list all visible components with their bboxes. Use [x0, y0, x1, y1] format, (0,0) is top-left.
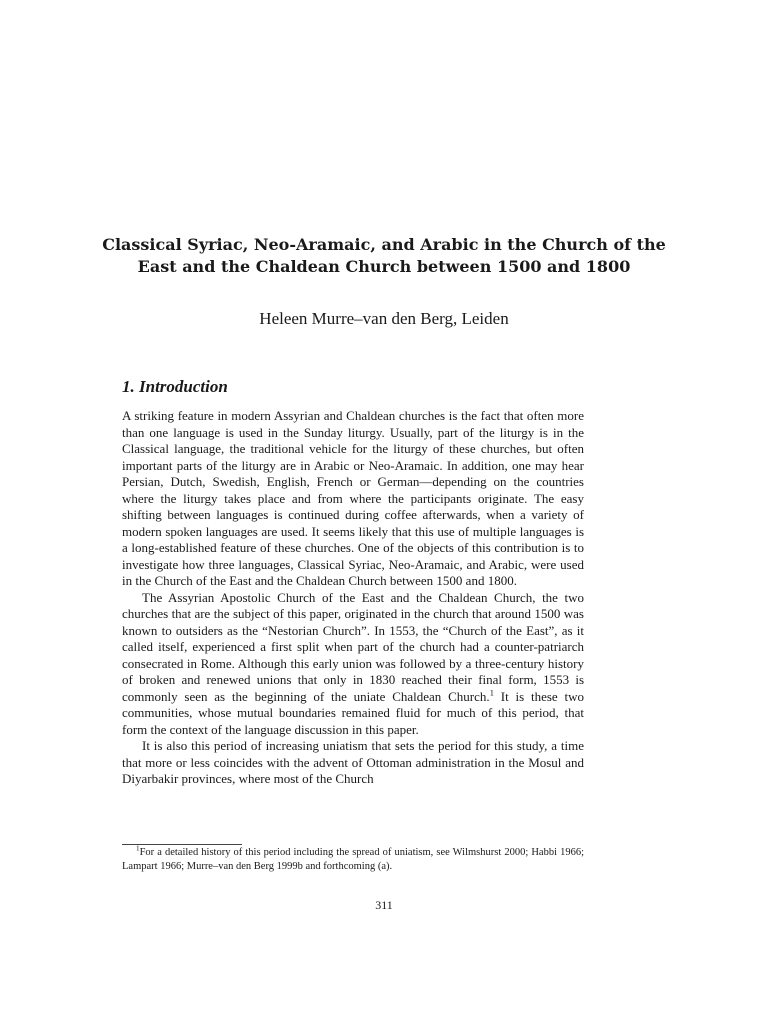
paragraph-2-tail: It is these two communities, whose mutual boundaries remained fluid for much of this period, that form the context of the language discussion in this paper. — [122, 688, 584, 737]
footnote-mark: 1 — [136, 844, 140, 853]
paragraph-3: It is also this period of increasing uniatism that sets the period for this study, a time that more or less coincides with the advent of Ottoman administration in the Mosul and Diyarbakir provinces, where most of the Church — [122, 738, 584, 786]
paragraph-1: A striking feature in modern Assyrian and Chaldean churches is the fact that often more than one language is used in the Sunday liturgy. Usually, part of the liturgy is in the Classical language, the traditional vehicle for the liturgy of these churches, but often important parts of the liturgy are in Arabic or Neo-Aramaic. In addition, one may hear Persian, Dutch, Swedish, English, French or German—depending on the countries where the liturgy takes place and from where the participants originate. The easy shifting between languages is continued during coffee afterwards, when a variety of modern spoken languages are used. It seems likely that this use of multiple languages is a long-established feature of these churches. One of the objects of this contribution is to investigate how three languages, Classical Syriac, Neo-Aramaic, and Arabic, were used in the Church of the East and the Chaldean Church between 1500 and 1800. — [122, 408, 584, 588]
body-text — [122, 408, 584, 788]
article-author: Heleen Murre–van den Berg, Leiden — [259, 309, 509, 328]
footnote-text: For a detailed history of this period including the spread of uniatism, see Wilmshurst 2000; Habbi 1966; Lampart 1966; Murre–van den Berg 1999b and forthcoming (a). — [122, 847, 584, 872]
page-number: 311 — [375, 898, 393, 912]
article-title: Classical Syriac, Neo-Aramaic, and Arabic in the Church of the East and the Chaldean Church between 1500 and 1800 — [102, 235, 666, 276]
footnote-divider — [122, 844, 242, 845]
footnote-reference[interactable]: 1 — [489, 687, 495, 698]
paragraph-2-text: The Assyrian Apostolic Church of the East and the Chaldean Church, the two churches that are the subject of this paper, originated in the church that around 1500 was known to outsiders as the “Nestorian Church”. In 1553, the “Church of the East”, as it called itself, experienced a first split when part of the church had a counter-patriarch consecrated in Rome. Although this early union was followed by a three-century history of broken and renewed unions that only in 1830 reached their final form, 1553 is commonly seen as the beginning of the uniate Chaldean Church. — [122, 589, 584, 704]
paragraph-2 — [122, 590, 584, 739]
section-heading: 1. Introduction — [122, 377, 228, 396]
footnote-1 — [122, 846, 584, 874]
